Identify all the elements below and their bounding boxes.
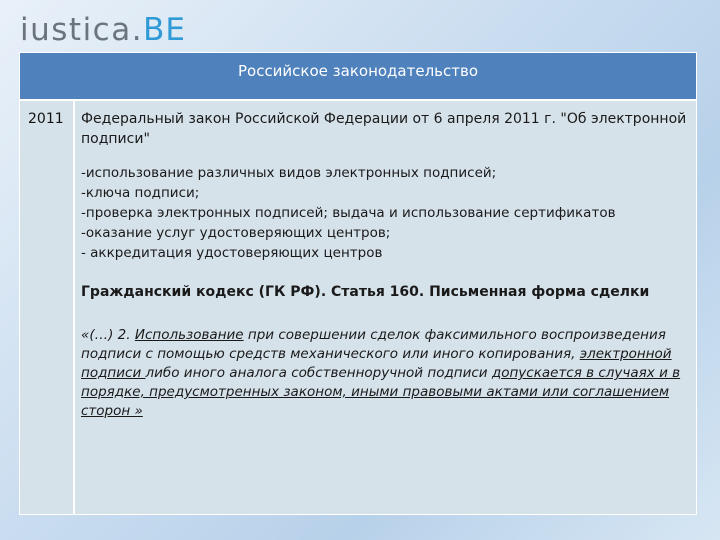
quote-underlined-part: электронной подписи [81, 346, 672, 381]
logo-suffix: BE [143, 12, 186, 48]
legislation-table [20, 53, 696, 514]
list-item: -использование различных видов электронных подписей; [81, 165, 497, 181]
list-item: -ключа подписи; [81, 185, 200, 201]
list-item: - аккредитация удостоверяющих центров [81, 245, 383, 261]
list-item: -оказание услуг удостоверяющих центров; [81, 225, 391, 241]
law-provisions-list [81, 163, 691, 263]
year-cell: 2011 [28, 111, 64, 127]
table-header [20, 53, 696, 101]
logo-dot: . [131, 12, 144, 48]
quote-part: «(…) 2. [81, 327, 135, 343]
law-title: Федеральный закон Российской Федерации от 6 апреля 2011 г. "Об электронной подписи" [81, 111, 687, 147]
table-header-title: Российское законодательство [237, 62, 479, 80]
logo [20, 10, 186, 50]
quote-part: при совершении сделок факсимильного воспроизведения подписи с помощью средств механического или иного копирования, [81, 327, 666, 362]
quote-underlined-part: Использование [134, 327, 244, 343]
column-divider [73, 101, 75, 514]
content-cell [81, 109, 691, 421]
civil-code-title: Гражданский кодекс (ГК РФ). Статья 160. Письменная форма сделки [81, 284, 650, 300]
quote-underlined-part: допускается в случаях и в порядке, предусмотренных законом, иными правовыми актами или соглашением сторон » [81, 365, 681, 419]
list-item: -проверка электронных подписей; выдача и использование сертификатов [81, 205, 616, 221]
civil-code-quote [81, 326, 691, 421]
quote-part: либо иного аналога собственноручной подписи [145, 365, 492, 381]
logo-main-text: iustica [20, 12, 132, 48]
